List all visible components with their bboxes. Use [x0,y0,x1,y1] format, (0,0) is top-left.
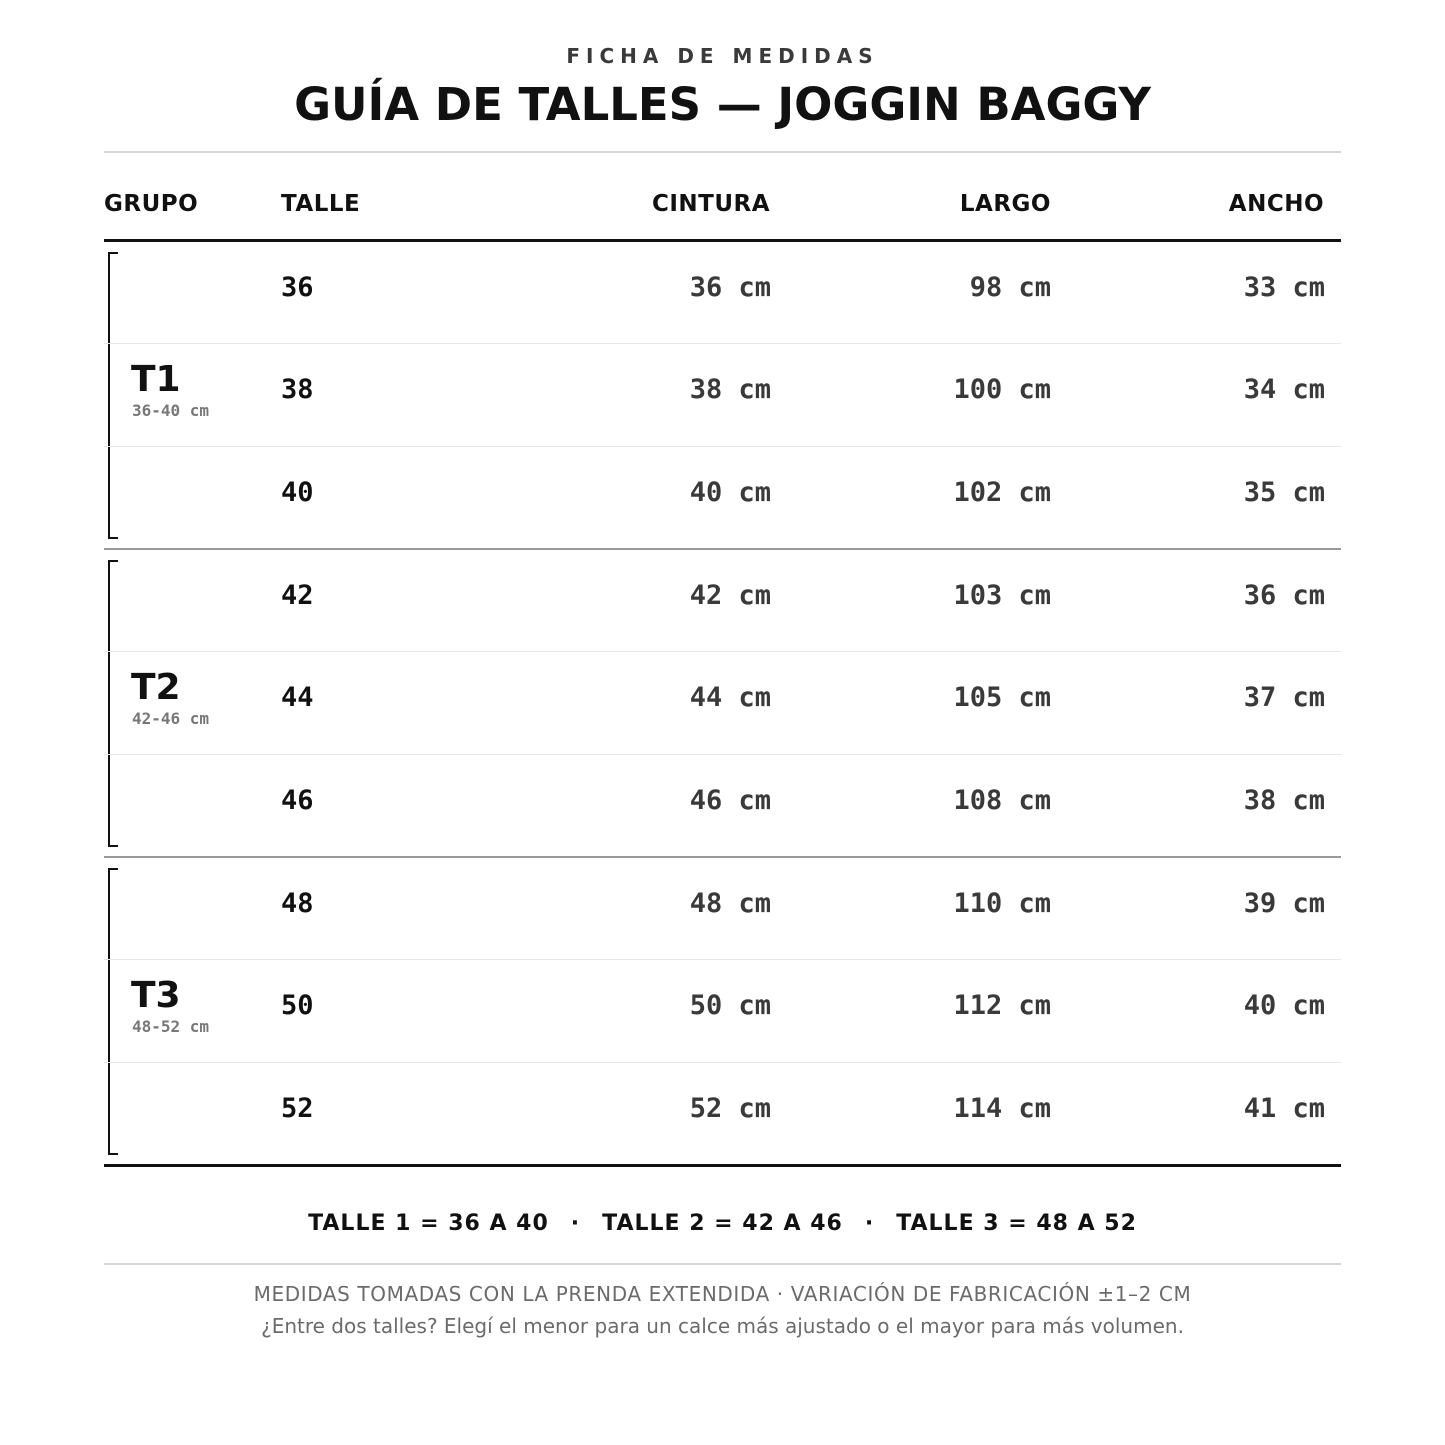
cintura-cell: 44 cm [689,682,771,713]
bottom-divider [104,1263,1341,1265]
largo-cell: 108 cm [953,785,1051,816]
group-range: 42-46 cm [132,709,210,728]
column-header-talle: TALLE [281,191,361,217]
group-label: T1 [131,359,181,400]
column-header-cintura: CINTURA [651,191,770,217]
ancho-cell: 39 cm [1243,888,1325,919]
largo-cell: 105 cm [953,682,1051,713]
cintura-cell: 48 cm [689,888,771,919]
group-label: T2 [131,667,181,708]
ancho-cell: 36 cm [1243,580,1325,611]
row-divider [104,959,1341,960]
ancho-cell: 35 cm [1243,477,1325,508]
cintura-cell: 52 cm [689,1093,771,1124]
cintura-cell: 42 cm [689,580,771,611]
cintura-cell: 40 cm [689,477,771,508]
measurement-note: MEDIDAS TOMADAS CON LA PRENDA EXTENDIDA · VARIACIÓN DE FABRICACIÓN ±1–2 CM [253,1282,1192,1306]
talle-cell: 50 [281,990,314,1021]
talle-cell: 52 [281,1093,314,1124]
summary-item-talle-1: TALLE 1 = 36 A 40 [308,1211,549,1236]
talle-cell: 46 [281,785,314,816]
group-bracket [108,868,118,1155]
largo-cell: 110 cm [953,888,1051,919]
fit-advice-note: ¿Entre dos talles? Elegí el menor para un calce más ajustado o el mayor para más volumen. [261,1314,1184,1338]
ancho-cell: 40 cm [1243,990,1325,1021]
cintura-cell: 38 cm [689,374,771,405]
talle-cell: 40 [281,477,314,508]
top-divider [104,151,1341,153]
summary-separator: · [570,1211,581,1236]
column-header-ancho: ANCHO [1228,191,1324,217]
summary-item-talle-2: TALLE 2 = 42 A 46 [602,1211,843,1236]
cintura-cell: 36 cm [689,272,771,303]
largo-cell: 100 cm [953,374,1051,405]
ancho-cell: 37 cm [1243,682,1325,713]
largo-cell: 98 cm [969,272,1051,303]
ancho-cell: 34 cm [1243,374,1325,405]
group-bracket [108,252,118,539]
talle-cell: 38 [281,374,314,405]
table-bottom-rule [104,1164,1341,1167]
row-divider [104,754,1341,755]
size-summary [0,1211,1445,1236]
size-group-t2 [104,550,1341,858]
largo-cell: 112 cm [953,990,1051,1021]
ancho-cell: 41 cm [1243,1093,1325,1124]
cintura-cell: 46 cm [689,785,771,816]
ancho-cell: 33 cm [1243,272,1325,303]
size-group-t3 [104,858,1341,1166]
talle-cell: 42 [281,580,314,611]
cintura-cell: 50 cm [689,990,771,1021]
row-divider [104,651,1341,652]
row-divider [104,343,1341,344]
talle-cell: 44 [281,682,314,713]
row-divider [104,446,1341,447]
largo-cell: 103 cm [953,580,1051,611]
group-label: T3 [131,975,181,1016]
group-range: 48-52 cm [132,1017,210,1036]
summary-separator: · [864,1211,875,1236]
row-divider [104,1062,1341,1063]
group-range: 36-40 cm [132,401,210,420]
eyebrow-label: FICHA DE MEDIDAS [566,44,879,68]
summary-item-talle-3: TALLE 3 = 48 A 52 [896,1211,1137,1236]
ancho-cell: 38 cm [1243,785,1325,816]
column-header-grupo: GRUPO [104,191,199,217]
largo-cell: 102 cm [953,477,1051,508]
largo-cell: 114 cm [953,1093,1051,1124]
talle-cell: 48 [281,888,314,919]
column-header-largo: LARGO [959,191,1051,217]
talle-cell: 36 [281,272,314,303]
page-title: GUÍA DE TALLES — JOGGIN BAGGY [294,78,1151,131]
group-bracket [108,560,118,847]
size-group-t1 [104,242,1341,550]
